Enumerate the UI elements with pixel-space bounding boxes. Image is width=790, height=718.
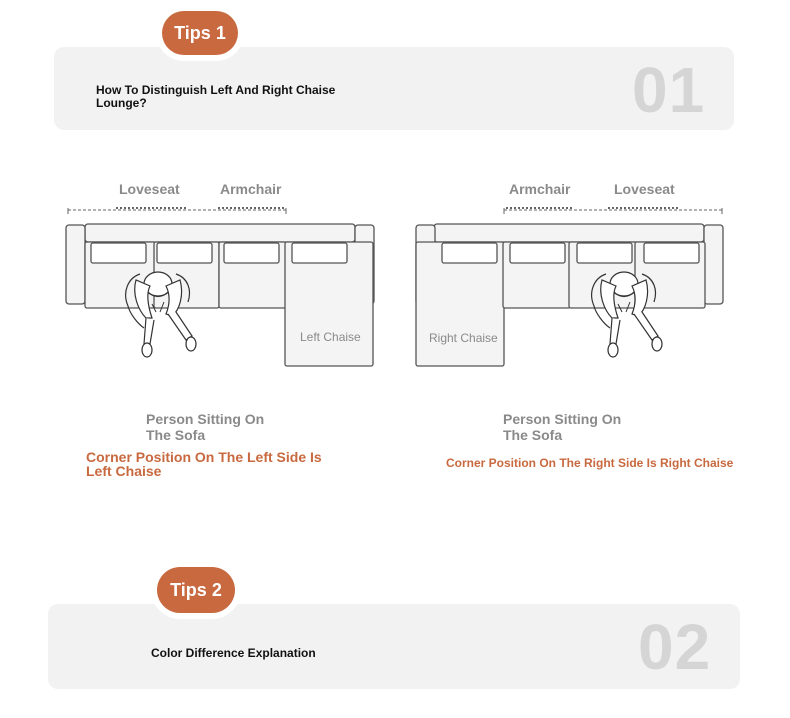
tip-1-badge: Tips 1 <box>162 11 238 55</box>
right-label-loveseat: Loveseat <box>614 181 675 197</box>
tip-2-number: 02 <box>638 611 712 683</box>
tip-1-number: 01 <box>632 54 706 126</box>
tip-1-question: How To Distinguish Left And Right Chaise Lounge? <box>96 83 336 110</box>
left-chaise-label: Left Chaise <box>300 330 361 344</box>
left-caption-position: Corner Position On The Left Side Is Left Chaise <box>86 449 322 479</box>
right-caption-position: Corner Position On The Right Side Is Right Chaise <box>446 456 734 470</box>
right-chaise-label: Right Chaise <box>429 331 498 345</box>
tip-2-badge: Tips 2 <box>157 567 235 613</box>
left-caption-person: Person Sitting On The Sofa <box>146 411 265 443</box>
right-caption-person: Person Sitting On The Sofa <box>503 411 622 443</box>
left-label-armchair: Armchair <box>220 181 282 197</box>
tip-2-question: Color Difference Explanation <box>151 646 316 660</box>
right-label-armchair: Armchair <box>509 181 571 197</box>
left-label-loveseat: Loveseat <box>119 181 180 197</box>
